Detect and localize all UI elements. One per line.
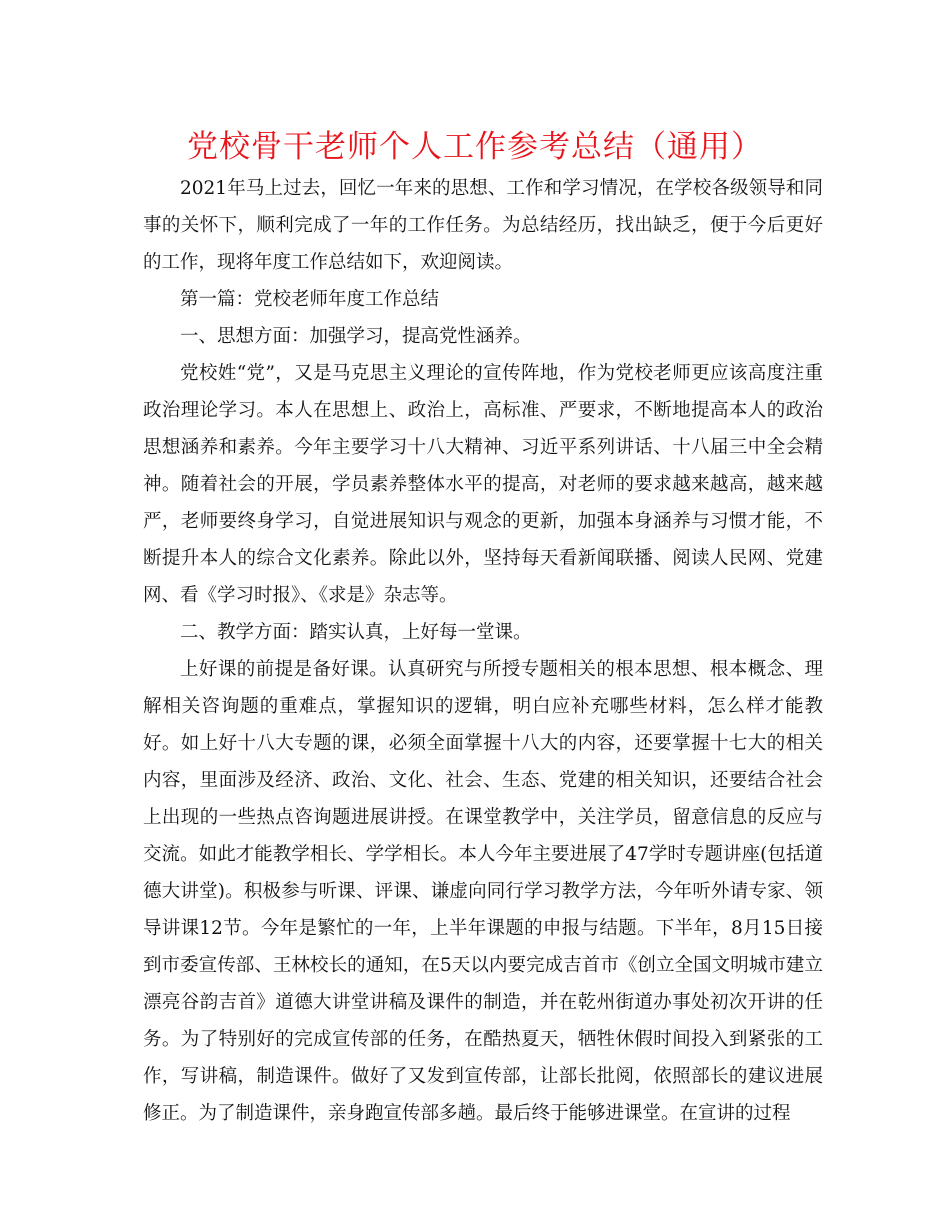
- paragraph-ideology: 党校姓“党”，又是马克思主义理论的宣传阵地，作为党校老师更应该高度注重政治理论学习。本人在思想上、政治上，高标准、严要求，不断地提高本人的政治思想涵养和素养。今年主要学习十八大精神、习近平系列讲话、十八届三中全会精神。随着社会的开展，学员素养整体水平的提高，对老师的要求越来越高，越来越严，老师要终身学习，自觉进展知识与观念的更新，加强本身涵养与习惯才能，不断提升本人的综合文化素养。除此以外，坚持每天看新闻联播、阅读人民网、党建网、看《学习时报》、《求是》杂志等。: [143, 363, 823, 606]
- paragraph-heading-ideology: 一、思想方面：加强学习，提高党性涵养。: [180, 326, 532, 347]
- document-title: 党校骨干老师个人工作参考总结（通用）: [187, 129, 763, 165]
- paragraph-section-heading: 第一篇：党校老师年度工作总结: [180, 289, 440, 310]
- paragraph-heading-teaching: 二、教学方面：踏实认真，上好每一堂课。: [180, 622, 532, 643]
- document-body: [143, 170, 823, 1132]
- paragraph-intro: 2021年马上过去，回忆一年来的思想、工作和学习情况，在学校各级领导和同事的关怀下，顺利完成了一年的工作任务。为总结经历，找出缺乏，便于今后更好的工作，现将年度工作总结如下，欢迎阅读。: [143, 178, 823, 273]
- paragraph-teaching: 上好课的前提是备好课。认真研究与所授专题相关的根本思想、根本概念、理解相关咨询题的重难点，掌握知识的逻辑，明白应补充哪些材料，怎么样才能教好。如上好十八大专题的课，必须全面掌握十八大的内容，还要掌握十七大的相关内容，里面涉及经济、政治、文化、社会、生态、党建的相关知识，还要结合社会上出现的一些热点咨询题进展讲授。在课堂教学中，关注学员，留意信息的反应与交流。如此才能教学相长、学学相长。本人今年主要进展了47学时专题讲座(包括道德大讲堂)。积极参与听课、评课、谦虚向同行学习教学方法，今年听外请专家、领导讲课12节。今年是繁忙的一年，上半年课题的申报与结题。下半年，8月15日接到市委宣传部、王林校长的通知，在5天以内要完成吉首市《创立全国文明城市建立漂亮谷韵吉首》道德大讲堂讲稿及课件的制造，并在乾州街道办事处初次开讲的任务。为了特别好的完成宣传部的任务，在酷热夏天，牺牲休假时间投入到紧张的工作，写讲稿，制造课件。做好了又发到宣传部，让部长批阅，依照部长的建议进展修正。为了制造课件，亲身跑宣传部多趟。最后终于能够进课堂。在宣讲的过程: [143, 659, 823, 1124]
